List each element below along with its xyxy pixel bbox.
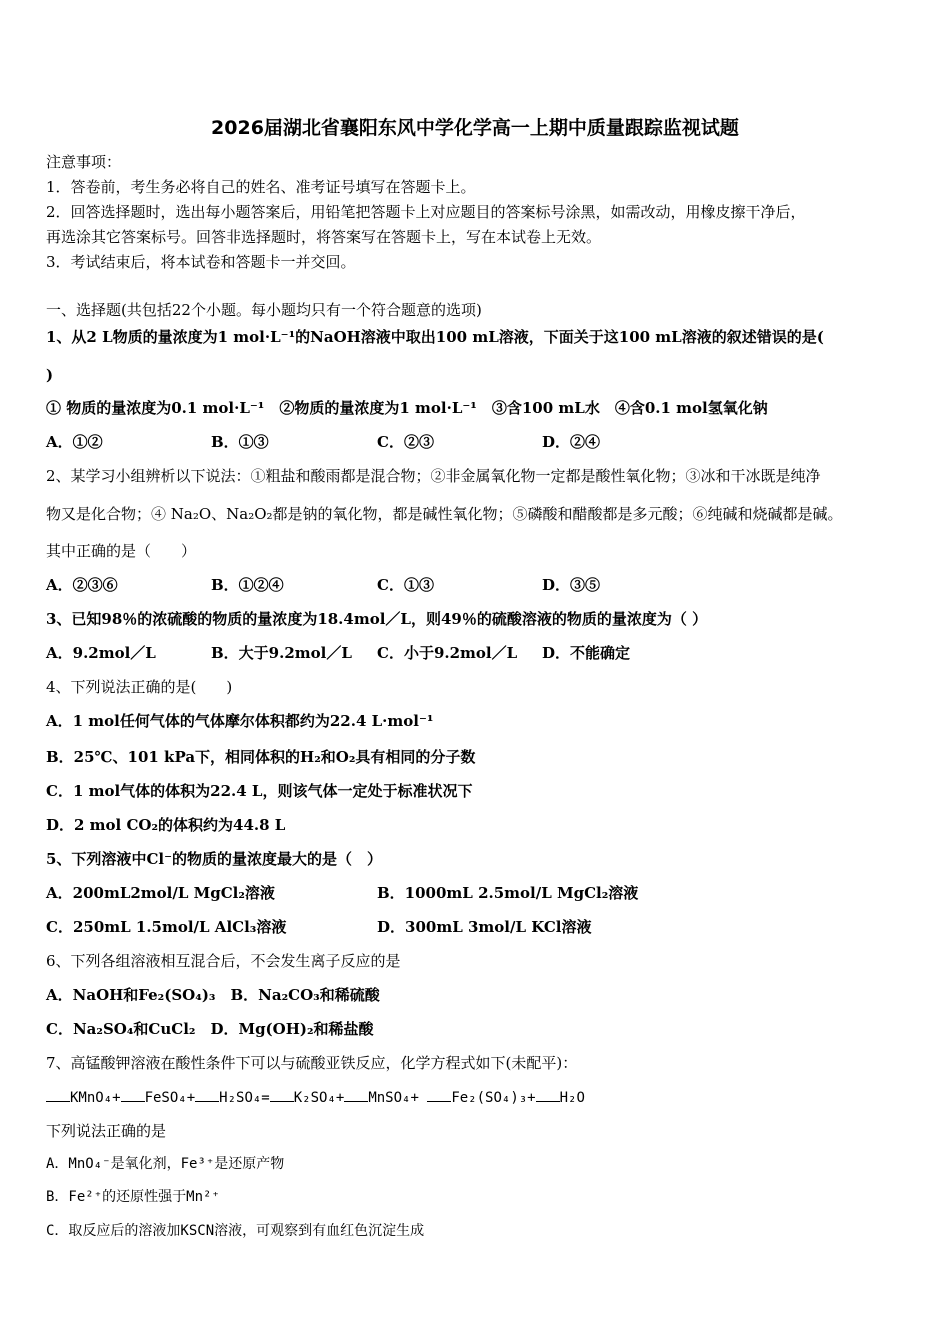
equation-term: KMnO₄+ [70, 1090, 121, 1106]
question-1-option-c: C．②③ [377, 433, 434, 451]
question-3-option-d: D．不能确定 [542, 644, 631, 662]
question-2-option-a: A．②③⑥ [46, 576, 118, 594]
equation-term: FeSO₄+ [144, 1090, 196, 1106]
section-heading: 一、选择题(共包括22个小题。每小题均只有一个符合题意的选项) [46, 301, 482, 319]
question-5-option-c: C．250mL 1.5mol/L AlCl₃溶液 [46, 918, 287, 936]
question-6-stem: 6、下列各组溶液相互混合后，不会发生离子反应的是 [46, 952, 401, 970]
question-4-stem: 4、下列说法正确的是( ) [46, 678, 233, 696]
question-1-option-d: D．②④ [542, 433, 601, 451]
question-2-line: 物又是化合物；④ Na₂O、Na₂O₂都是钠的氧化物，都是碱性氧化物；⑤磷酸和醋酸都是多元酸；⑥纯碱和烧碱都是碱。 [46, 505, 843, 523]
equation-term: H₂SO₄= [219, 1090, 270, 1106]
question-5-option-d: D．300mL 3mol/L KCl溶液 [377, 918, 592, 936]
question-6-options-row: C．Na₂SO₄和CuCl₂ D．Mg(OH)₂和稀盐酸 [46, 1020, 374, 1038]
equation-term: K₂SO₄+ [293, 1090, 345, 1106]
question-3-option-c: C．小于9.2mol／L [377, 644, 518, 662]
question-1-stem: 1、从2 L物质的量浓度为1 mol·L⁻¹的NaOH溶液中取出100 mL溶液，下面关于这100 mL溶液的叙述错误的是( [46, 328, 824, 346]
question-1-option-a: A．①② [46, 433, 103, 451]
question-4-option-c: C．1 mol气体的体积为22.4 L，则该气体一定处于标准状况下 [46, 782, 473, 800]
question-4-option-a: A．1 mol任何气体的气体摩尔体积都约为22.4 L·mol⁻¹ [46, 712, 434, 730]
question-2-line: 2、某学习小组辨析以下说法：①粗盐和酸雨都是混合物；②非金属氧化物一定都是酸性氧化物；③冰和干冰既是纯净 [46, 467, 821, 485]
question-5-option-b: B．1000mL 2.5mol/L MgCl₂溶液 [377, 884, 639, 902]
question-7-prompt: 下列说法正确的是 [46, 1122, 167, 1140]
question-1-option-b: B．①③ [211, 433, 269, 451]
equation-term: Fe₂(SO₄)₃+ [451, 1090, 536, 1106]
question-2-option-d: D．③⑤ [542, 576, 601, 594]
question-2-line: 其中正确的是（ ） [46, 542, 197, 560]
question-5-option-a: A．200mL2mol/L MgCl₂溶液 [46, 884, 275, 902]
question-7-option-a: A．MnO₄⁻是氧化剂，Fe³⁺是还原产物 [46, 1156, 285, 1172]
question-7-option-c: C．取反应后的溶液加KSCN溶液，可观察到有血红色沉淀生成 [46, 1223, 425, 1239]
equation-term: H₂O [559, 1090, 585, 1106]
question-2-option-b: B．①②④ [211, 576, 284, 594]
question-7-option-b: B．Fe²⁺的还原性强于Mn²⁺ [46, 1189, 220, 1205]
equation-term: MnSO₄+ [368, 1090, 419, 1106]
question-3-option-b: B．大于9.2mol／L [211, 644, 352, 662]
question-3-option-a: A．9.2mol／L [46, 644, 156, 662]
question-1-stem-end: ) [46, 366, 54, 384]
notice-heading: 注意事项： [46, 153, 122, 171]
question-4-option-b: B．25℃、101 kPa下，相同体积的H₂和O₂具有相同的分子数 [46, 748, 476, 766]
notice-item: 2．回答选择题时，选出每小题答案后，用铅笔把答题卡上对应题目的答案标号涂黑，如需改动，用橡皮擦干净后， [46, 203, 806, 221]
question-6-options-row: A．NaOH和Fe₂(SO₄)₃ B．Na₂CO₃和稀硫酸 [46, 986, 380, 1004]
notice-item: 3．考试结束后，将本试卷和答题卡一并交回。 [46, 253, 356, 271]
question-2-option-c: C．①③ [377, 576, 434, 594]
question-7-stem: 7、高锰酸钾溶液在酸性条件下可以与硫酸亚铁反应，化学方程式如下(未配平)： [46, 1054, 578, 1072]
notice-item: 再选涂其它答案标号。回答非选择题时，将答案写在答题卡上，写在本试卷上无效。 [46, 228, 602, 246]
question-3-stem: 3、已知98％的浓硫酸的物质的量浓度为18.4mol／L，则49％的硫酸溶液的物质的量浓度为（ ） [46, 610, 708, 628]
question-4-option-d: D．2 mol CO₂的体积约为44.8 L [46, 816, 286, 834]
notice-item: 1．答卷前，考生务必将自己的姓名、准考证号填写在答题卡上。 [46, 178, 476, 196]
question-1-statements: ① 物质的量浓度为0.1 mol·L⁻¹ ②物质的量浓度为1 mol·L⁻¹ ③含100 mL水 ④含0.1 mol氢氧化钠 [46, 399, 768, 417]
question-5-stem: 5、下列溶液中Cl⁻的物质的量浓度最大的是（ ） [46, 850, 382, 868]
question-7-equation [46, 1087, 585, 1108]
page-title: 2026届湖北省襄阳东风中学化学高一上期中质量跟踪监视试题 [211, 117, 739, 139]
